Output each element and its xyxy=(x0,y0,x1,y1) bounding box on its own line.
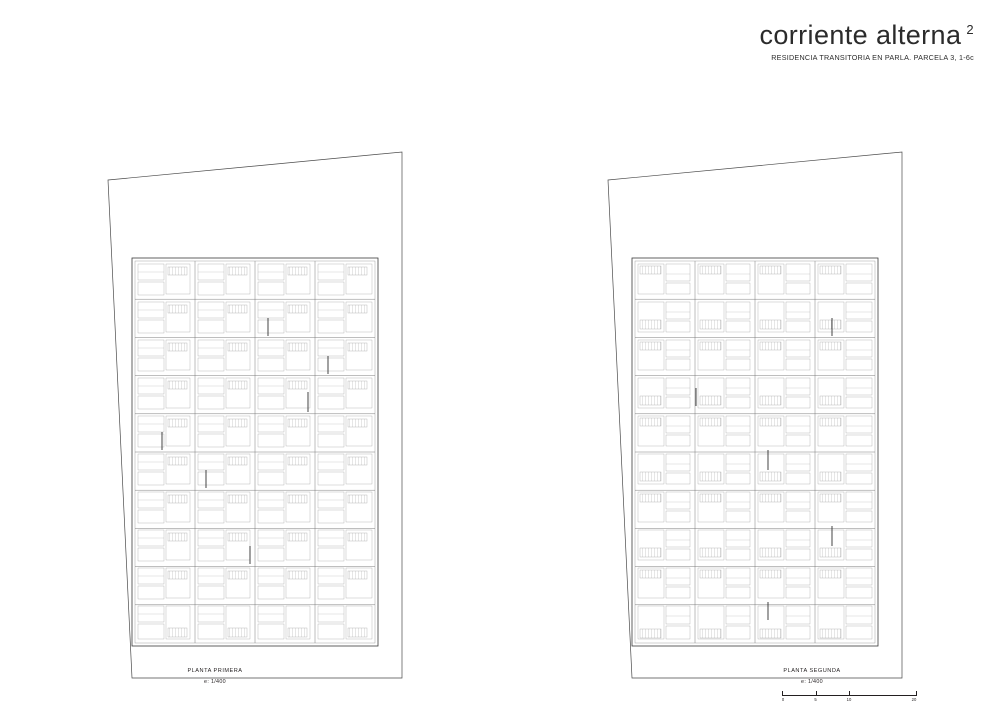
caption-planta-segunda xyxy=(737,666,887,687)
scale-bar-ticks xyxy=(781,691,917,702)
scale-tick-0 xyxy=(782,691,783,696)
drawing-planta-segunda xyxy=(600,150,920,680)
brand-title-text: corriente alterna xyxy=(759,20,962,50)
caption-planta-primera xyxy=(145,666,285,687)
planta-primera-svg xyxy=(100,150,420,680)
brand-title xyxy=(759,22,974,49)
scale-tick-10 xyxy=(849,691,850,696)
planta-segunda-svg xyxy=(600,150,920,680)
scale-label-20: 20 xyxy=(911,697,917,702)
title-block xyxy=(759,22,974,62)
caption-planta-segunda-label: PLANTA SEGUNDA xyxy=(783,668,841,674)
scale-bar xyxy=(782,691,916,705)
scale-label-5: 5 xyxy=(814,697,817,702)
caption-planta-segunda-scale: e: 1/400 xyxy=(801,678,823,685)
caption-planta-primera-scale: e: 1/400 xyxy=(204,678,226,685)
scale-tick-5 xyxy=(816,691,817,696)
drawing-planta-primera xyxy=(100,150,420,680)
scale-label-10: 10 xyxy=(846,697,852,702)
sheet-number: 2 xyxy=(966,22,974,37)
project-subtitle: RESIDENCIA TRANSITORIA EN PARLA. PARCELA 3, 1-6c xyxy=(771,53,974,62)
scale-label-0: 0 xyxy=(781,697,785,702)
caption-planta-primera-label: PLANTA PRIMERA xyxy=(187,668,243,674)
scale-tick-20 xyxy=(916,691,917,696)
